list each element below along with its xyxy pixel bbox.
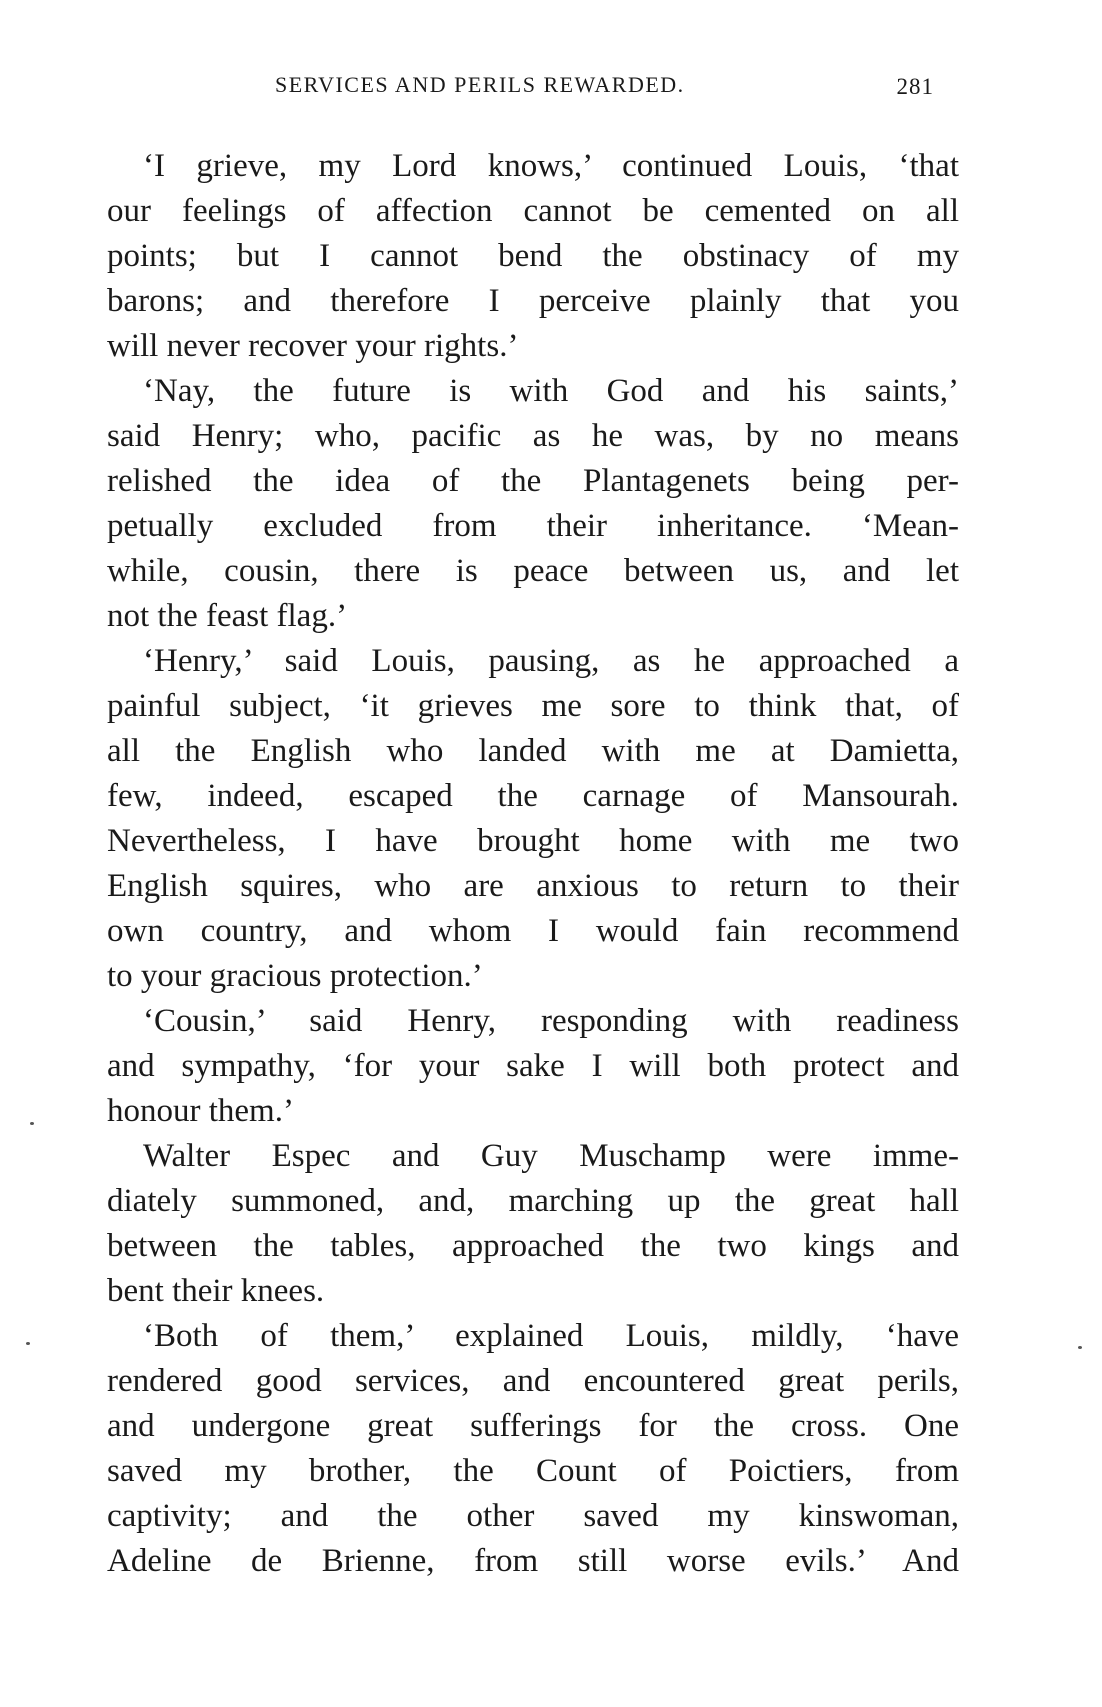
text-line: between the tables, approached the two kings and	[107, 1228, 959, 1264]
paragraph	[107, 999, 959, 1134]
text-line: not the feast flag.’	[107, 598, 348, 634]
text-line: rendered good services, and encountered great perils,	[107, 1363, 959, 1399]
text-line: and undergone great sufferings for the cross. One	[107, 1408, 959, 1444]
text-line: bent their knees.	[107, 1273, 325, 1309]
text-line: own country, and whom I would fain recommend	[107, 913, 959, 949]
text-line: will never recover your rights.’	[107, 328, 519, 364]
text-line: points; but I cannot bend the obstinacy of my	[107, 238, 959, 274]
text-line: ‘Nay, the future is with God and his saints,’	[143, 373, 959, 409]
text-line: diately summoned, and, marching up the great hall	[107, 1183, 959, 1219]
text-line: painful subject, ‘it grieves me sore to think that, of	[107, 688, 959, 724]
text-line: saved my brother, the Count of Poictiers, from	[107, 1453, 959, 1489]
text-line: all the English who landed with me at Damietta,	[107, 733, 959, 769]
paragraph	[107, 144, 959, 369]
paragraph	[107, 369, 959, 639]
text-line: ‘Cousin,’ said Henry, responding with readiness	[143, 1003, 959, 1039]
paragraph	[107, 1314, 959, 1584]
running-head: SERVICES AND PERILS REWARDED.	[275, 72, 685, 97]
print-speck	[1078, 1346, 1082, 1349]
page-number: 281	[896, 74, 934, 99]
text-line: honour them.’	[107, 1093, 294, 1129]
text-line: while, cousin, there is peace between us, and let	[107, 553, 959, 589]
text-line: relished the idea of the Plantagenets being per-	[107, 463, 959, 499]
text-line: ‘Both of them,’ explained Louis, mildly, ‘have	[143, 1318, 959, 1354]
text-line: ‘Henry,’ said Louis, pausing, as he approached a	[143, 643, 959, 679]
text-line: English squires, who are anxious to return to their	[107, 868, 959, 904]
text-line: Adeline de Brienne, from still worse evils.’ And	[107, 1543, 959, 1579]
print-speck	[26, 1342, 30, 1345]
text-line: Nevertheless, I have brought home with me two	[107, 823, 959, 859]
text-line: few, indeed, escaped the carnage of Mansourah.	[107, 778, 959, 814]
print-speck	[30, 1122, 34, 1125]
text-line: said Henry; who, pacific as he was, by no means	[107, 418, 959, 454]
body-text	[107, 144, 959, 1584]
text-line: barons; and therefore I perceive plainly that you	[107, 283, 959, 319]
text-line: ‘I grieve, my Lord knows,’ continued Louis, ‘that	[143, 148, 959, 184]
text-line: our feelings of affection cannot be cemented on all	[107, 193, 959, 229]
text-line: petually excluded from their inheritance. ‘Mean-	[107, 508, 959, 544]
text-line: Walter Espec and Guy Muschamp were imme-	[143, 1138, 959, 1174]
text-line: to your gracious protection.’	[107, 958, 483, 994]
text-line: and sympathy, ‘for your sake I will both protect and	[107, 1048, 959, 1084]
paragraph	[107, 1134, 959, 1314]
paragraph	[107, 639, 959, 999]
text-line: captivity; and the other saved my kinswoman,	[107, 1498, 959, 1534]
